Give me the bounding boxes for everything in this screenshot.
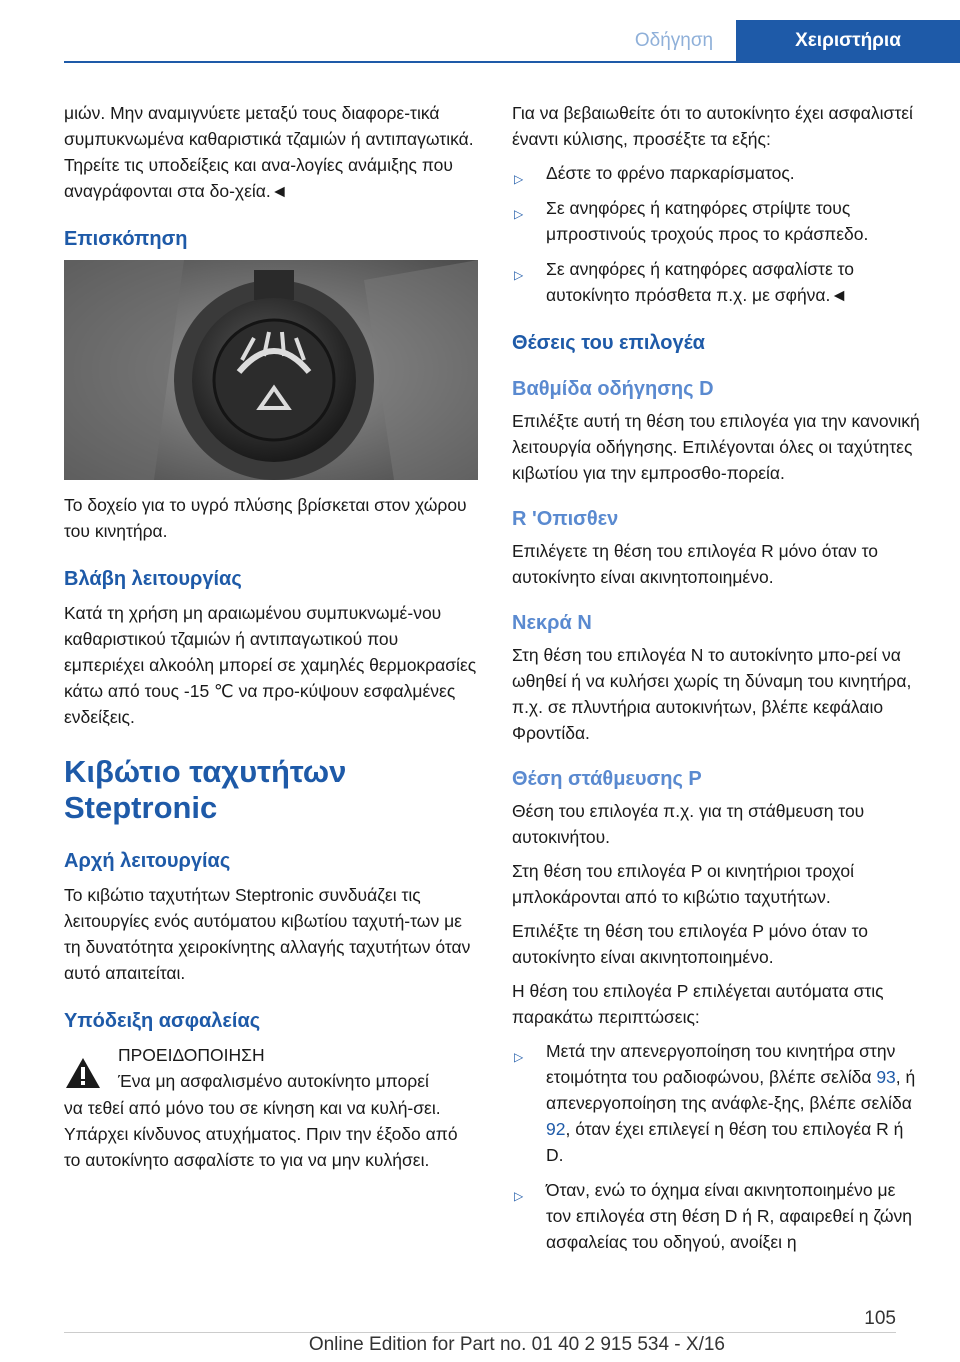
heading-fault: Βλάβη λειτουργίας bbox=[64, 568, 242, 590]
principle-paragraph: Το κιβώτιο ταχυτήτων Steptronic συνδυάζει τις λειτουργίες ενός αυτόματου κιβωτίου ταχυτή-των με τη δυνατότητα χειροκίνητης αλλαγής ταχυτήτων όταν αυτό απαιτείται. bbox=[64, 885, 471, 983]
edition-note: Online Edition for Part no. 01 40 2 915 534 - X/16 bbox=[308, 1334, 725, 1355]
heading-overview: Επισκόπηση bbox=[64, 228, 188, 250]
list-item-text: Σε ανηφόρες ή κατηφόρες ασφαλίστε το αυτοκίνητο πρόσθετα π.χ. με σφήνα.◄ bbox=[546, 259, 855, 305]
heading-principle: Αρχή λειτουργίας bbox=[64, 850, 231, 872]
heading-reverse: R 'Οπισθεν bbox=[512, 508, 619, 530]
rollaway-intro: Για να βεβαιωθείτε ότι το αυτοκίνητο έχει ασφαλιστεί έναντι κύλισης, προσέξτε τα εξής: bbox=[512, 103, 913, 149]
triangle-bullet-icon: ▷ bbox=[514, 172, 524, 186]
heading-park: Θέση στάθμευσης P bbox=[512, 768, 702, 790]
header-rule bbox=[64, 61, 960, 63]
list-item-text: Όταν, ενώ το όχημα είναι ακινητοποιημένο με τον επιλογέα στη θέση D ή R, αφαιρεθεί η ζώνη ασφαλείας του οδηγού, ανοίξει η bbox=[546, 1180, 913, 1252]
tab-driving[interactable]: Οδήγηση bbox=[612, 20, 736, 61]
list-item-text: Σε ανηφόρες ή κατηφόρες στρίψτε τους μπροστινούς τροχούς προς το κράσπεδο. bbox=[546, 198, 869, 244]
heading-steptronic: Κιβώτιο ταχυτήτων Steptronic bbox=[64, 754, 347, 825]
auto-park-list bbox=[512, 1038, 924, 1255]
triangle-bullet-icon: ▷ bbox=[514, 207, 524, 221]
list-item bbox=[512, 160, 924, 186]
warning-block bbox=[64, 1042, 478, 1095]
warning-title: ΠΡΟΕΙΔΟΠΟΙΗΣΗ bbox=[118, 1045, 265, 1065]
page-link-93[interactable]: 93 bbox=[876, 1067, 896, 1087]
fault-paragraph: Κατά τη χρήση μη αραιωμένου συμπυκνωμέ-νου καθαριστικού τζαμιών ή αντιπαγωτικού που εμπεριέχει αλκοόλη μπορεί σε χαμηλές θερμοκρασίες κάτω από τους -15 ℃ να προ-κύψουν εσφαλμένες ενδείξεις. bbox=[64, 603, 477, 727]
triangle-bullet-icon: ▷ bbox=[514, 1050, 524, 1064]
list-item-text-c: , όταν έχει επιλεγεί η θέση του επιλογέα R ή D. bbox=[546, 1119, 904, 1165]
list-item-text-b: , ή απενεργοποίηση της ανάφλε-ξης, βλέπε σελίδα bbox=[546, 1067, 916, 1113]
list-item bbox=[512, 1177, 924, 1255]
list-item bbox=[512, 1038, 924, 1168]
page-footer bbox=[0, 1302, 960, 1362]
drive-paragraph: Επιλέξτε αυτή τη θέση του επιλογέα για την κανονική λειτουργία οδήγησης. Επιλέγονται όλες οι ταχύτητες κιβωτίου για την εμπροσθο-πορεία. bbox=[512, 411, 920, 483]
park-paragraph-4: Η θέση του επιλογέα P επιλέγεται αυτόματα στις παρακάτω περιπτώσεις: bbox=[512, 981, 884, 1027]
heading-safety: Υπόδειξη ασφαλείας bbox=[64, 1010, 261, 1032]
list-item bbox=[512, 256, 924, 308]
right-column bbox=[512, 100, 924, 1264]
triangle-bullet-icon: ▷ bbox=[514, 268, 524, 282]
list-item bbox=[512, 195, 924, 247]
warning-icon bbox=[64, 1042, 102, 1095]
neutral-paragraph: Στη θέση του επιλογέα N το αυτοκίνητο μπο-ρεί να ωθηθεί ή να κυλήσει χωρίς τη δύναμη του κινητήρα, π.χ. σε πλυντήρια αυτοκινήτων, βλέπε κεφάλαιο Φροντίδα. bbox=[512, 645, 912, 743]
warning-body bbox=[118, 1042, 429, 1095]
warning-text-line-1: Ένα μη ασφαλισμένο αυτοκίνητο μπορεί bbox=[118, 1071, 429, 1091]
park-paragraph-1: Θέση του επιλογέα π.χ. για τη στάθμευση του αυτοκινήτου. bbox=[512, 801, 865, 847]
list-item-text: Δέστε το φρένο παρκαρίσματος. bbox=[546, 163, 795, 183]
park-paragraph-3: Επιλέξτε τη θέση του επιλογέα P μόνο όταν το αυτοκίνητο είναι ακινητοποιημένο. bbox=[512, 921, 869, 967]
header-tabs bbox=[612, 20, 960, 61]
reverse-paragraph: Επιλέγετε τη θέση του επιλογέα R μόνο όταν το αυτοκίνητο είναι ακινητοποιημένο. bbox=[512, 541, 879, 587]
heading-neutral: Νεκρά N bbox=[512, 612, 592, 634]
rollaway-list bbox=[512, 160, 924, 308]
footer-rule bbox=[64, 1332, 896, 1333]
park-paragraph-2: Στη θέση του επιλογέα P οι κινητήριοι τροχοί μπλοκάρονται από το κιβώτιο ταχυτήτων. bbox=[512, 861, 855, 907]
heading-drive: Βαθμίδα οδήγησης D bbox=[512, 378, 714, 400]
photo-caption: Το δοχείο για το υγρό πλύσης βρίσκεται στον χώρου του κινητήρα. bbox=[64, 495, 467, 541]
triangle-bullet-icon: ▷ bbox=[514, 1189, 524, 1203]
washer-reservoir-photo bbox=[64, 260, 478, 480]
tab-controls[interactable]: Χειριστήρια bbox=[736, 20, 960, 61]
list-item-text-a: Μετά την απενεργοποίηση του κινητήρα στην ετοιμότητα του ραδιοφώνου, βλέπε σελίδα bbox=[546, 1041, 896, 1087]
heading-selector-positions: Θέσεις του επιλογέα bbox=[512, 332, 705, 354]
page-link-92[interactable]: 92 bbox=[546, 1119, 566, 1139]
left-column bbox=[64, 100, 478, 1181]
page-number: 105 bbox=[864, 1308, 896, 1329]
warning-text-continued: να τεθεί από μόνο του σε κίνηση και να κυλή-σει. Υπάρχει κίνδυνος ατυχήματος. Πριν την έξοδο από το αυτοκίνητο ασφαλίστε το για να μην κυλήσει. bbox=[64, 1098, 458, 1170]
intro-paragraph: μιών. Μην αναμιγνύετε μεταξύ τους διαφορε-τικά συμπυκνωμένα καθαριστικά τζαμιών ή αντιπαγωτικά. Τηρείτε τις υποδείξεις και ανα-λογίες ανάμιξης που αναγράφονται στα δο-χεία.◄ bbox=[64, 103, 474, 201]
